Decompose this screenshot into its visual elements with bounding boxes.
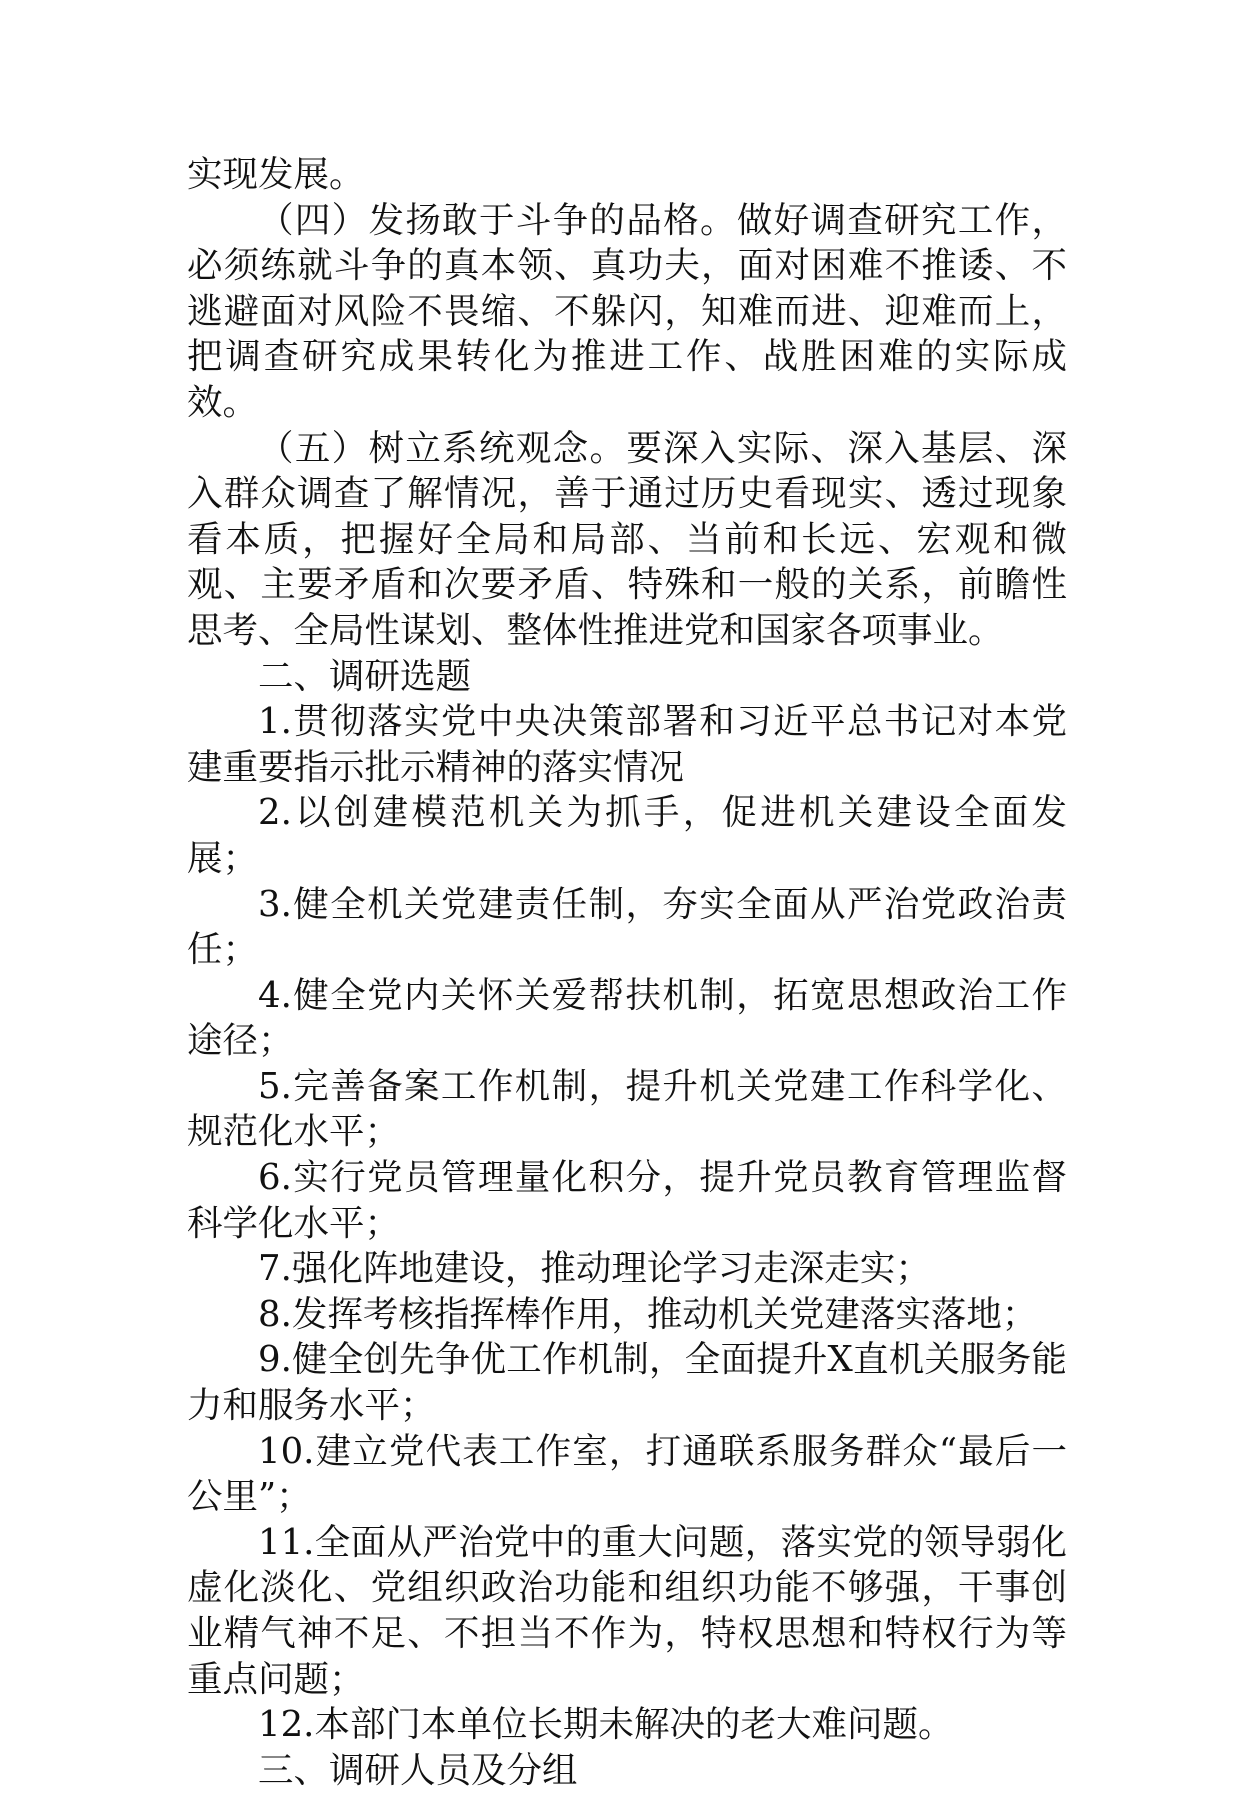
- document-page: [187, 152, 1067, 1793]
- list-item: 3.健全机关党建责任制，夯实全面从严治党政治责任；: [187, 883, 1067, 971]
- list-item: 8.发挥考核指挥棒作用，推动机关党建落实落地；: [258, 1293, 1038, 1335]
- list-item: 6.实行党员管理量化积分，提升党员教育管理监督科学化水平；: [187, 1157, 1067, 1244]
- list-item: 1.贯彻落实党中央决策部署和习近平总书记对本党建重要指示批示精神的落实情况: [187, 701, 1067, 788]
- paragraph-section-four: （四）发扬敢于斗争的品格。做好调查研究工作，必须练就斗争的真本领、真功夫，面对困难不推诿、不逃避面对风险不畏缩、不躲闪，知难而进、迎难而上，把调查研究成果转化为推进工作、战胜困难的实际成效。: [187, 199, 1067, 423]
- list-item: 7.强化阵地建设，推动理论学习走深走实；: [258, 1248, 931, 1290]
- list-item: 10.建立党代表工作室，打通联系服务群众“最后一公里”；: [187, 1430, 1067, 1518]
- paragraph-section-five: （五）树立系统观念。要深入实际、深入基层、深入群众调查了解情况，善于通过历史看现实、透过现象看本质，把握好全局和局部、当前和长远、宏观和微观、主要矛盾和次要矛盾、特殊和一般的关系，前瞻性思考、全局性谋划、整体性推进党和国家各项事业。: [187, 427, 1067, 651]
- list-item: 12.本部门本单位长期未解决的老大难问题。: [258, 1704, 954, 1746]
- list-item: 11.全面从严治党中的重大问题，落实党的领导弱化虚化淡化、党组织政治功能和组织功能不够强，干事创业精气神不足、不担当不作为，特权思想和特权行为等重点问题；: [187, 1521, 1067, 1700]
- paragraph-continuation: 实现发展。: [187, 154, 365, 195]
- list-item: 9.健全创先争优工作机制，全面提升X直机关服务能力和服务水平；: [187, 1339, 1067, 1427]
- list-item: 5.完善备案工作机制，提升机关党建工作科学化、规范化水平；: [187, 1065, 1067, 1153]
- list-item: 2.以创建模范机关为抓手，促进机关建设全面发展；: [187, 792, 1067, 879]
- list-item: 4.健全党内关怀关爱帮扶机制，拓宽思想政治工作途径；: [187, 974, 1067, 1062]
- heading-personnel-groups: 三、调研人员及分组: [258, 1749, 578, 1791]
- heading-research-topics: 二、调研选题: [258, 655, 472, 697]
